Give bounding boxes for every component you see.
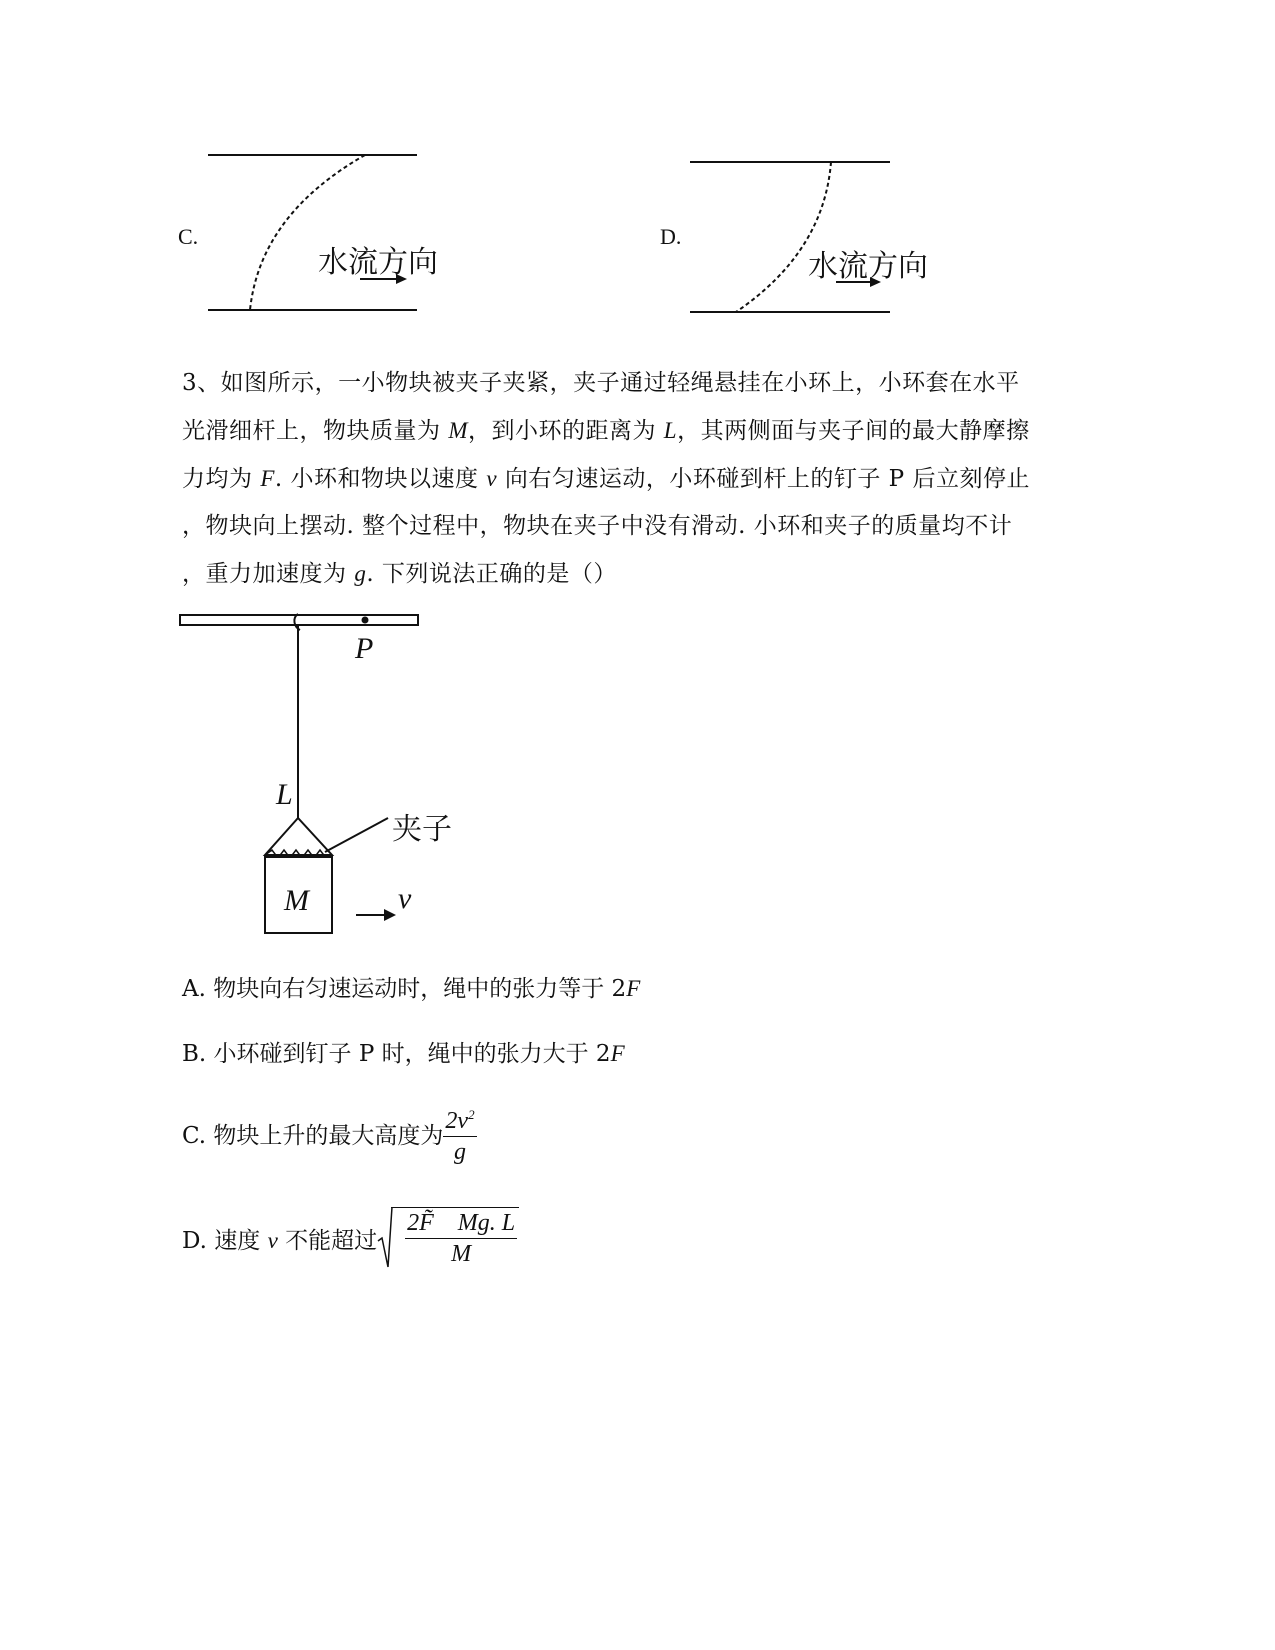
velocity-arrow-head <box>384 909 396 921</box>
height-fraction: $\frac{2v^2}{g}$ <box>443 1100 476 1167</box>
option-c-label: C. <box>178 224 199 249</box>
sqrt-expression: $\frac{2F̃ Mg. L}{M}$ <box>377 1205 519 1271</box>
option-d-water-flow-label: 水流方向 <box>808 249 928 284</box>
pendulum-figure <box>170 600 470 945</box>
question-3-text <box>182 360 1062 598</box>
option-c-water-flow-label: 水流方向 <box>318 245 438 280</box>
label-clip: 夹子 <box>392 812 452 847</box>
question-line-2: 光滑细杆上，物块质量为 M，到小环的距离为 L，其两侧面与夹子间的最大静摩擦 <box>182 418 1030 444</box>
horizontal-rod <box>180 615 418 625</box>
clip-pointer-line <box>325 818 388 852</box>
question-line-5: ，重力加速度为 g. 下列说法正确的是（） <box>182 561 617 587</box>
question-line-4: ，物块向上摆动. 整个过程中，物块在夹子中没有滑动. 小环和夹子的质量均不计 <box>182 513 1013 539</box>
nail-p <box>362 617 369 624</box>
option-d-label: D. <box>660 224 682 249</box>
choice-d[interactable]: D. 速度 v 不能超过 $\frac{2F̃ Mg. L}{M}$ <box>182 1205 519 1271</box>
choice-a[interactable]: A. 物块向右匀速运动时，绳中的张力等于 2F <box>182 976 641 1002</box>
label-l: L <box>276 778 293 811</box>
label-m: M <box>284 884 309 917</box>
choice-c[interactable]: C. 物块上升的最大高度为 $\frac{2v^2}{g}$ <box>182 1100 477 1167</box>
clip <box>265 818 332 855</box>
boat-path-dashed <box>736 162 831 312</box>
label-p: P <box>355 632 374 665</box>
question-line-3: 力均为 F. 小环和物块以速度 v 向右匀速运动，小环碰到杆上的钉子 P 后立刻停止 <box>182 466 1030 492</box>
boat-path-dashed <box>250 155 365 310</box>
label-v: v <box>398 882 412 915</box>
option-d-diagram <box>684 152 899 322</box>
choice-b[interactable]: B. 小环碰到钉子 P 时，绳中的张力大于 2F <box>182 1041 625 1067</box>
option-c-diagram <box>200 145 425 320</box>
question-line-1: 3、如图所示，一小物块被夹子夹紧，夹子通过轻绳悬挂在小环上，小环套在水平 <box>182 370 1020 396</box>
